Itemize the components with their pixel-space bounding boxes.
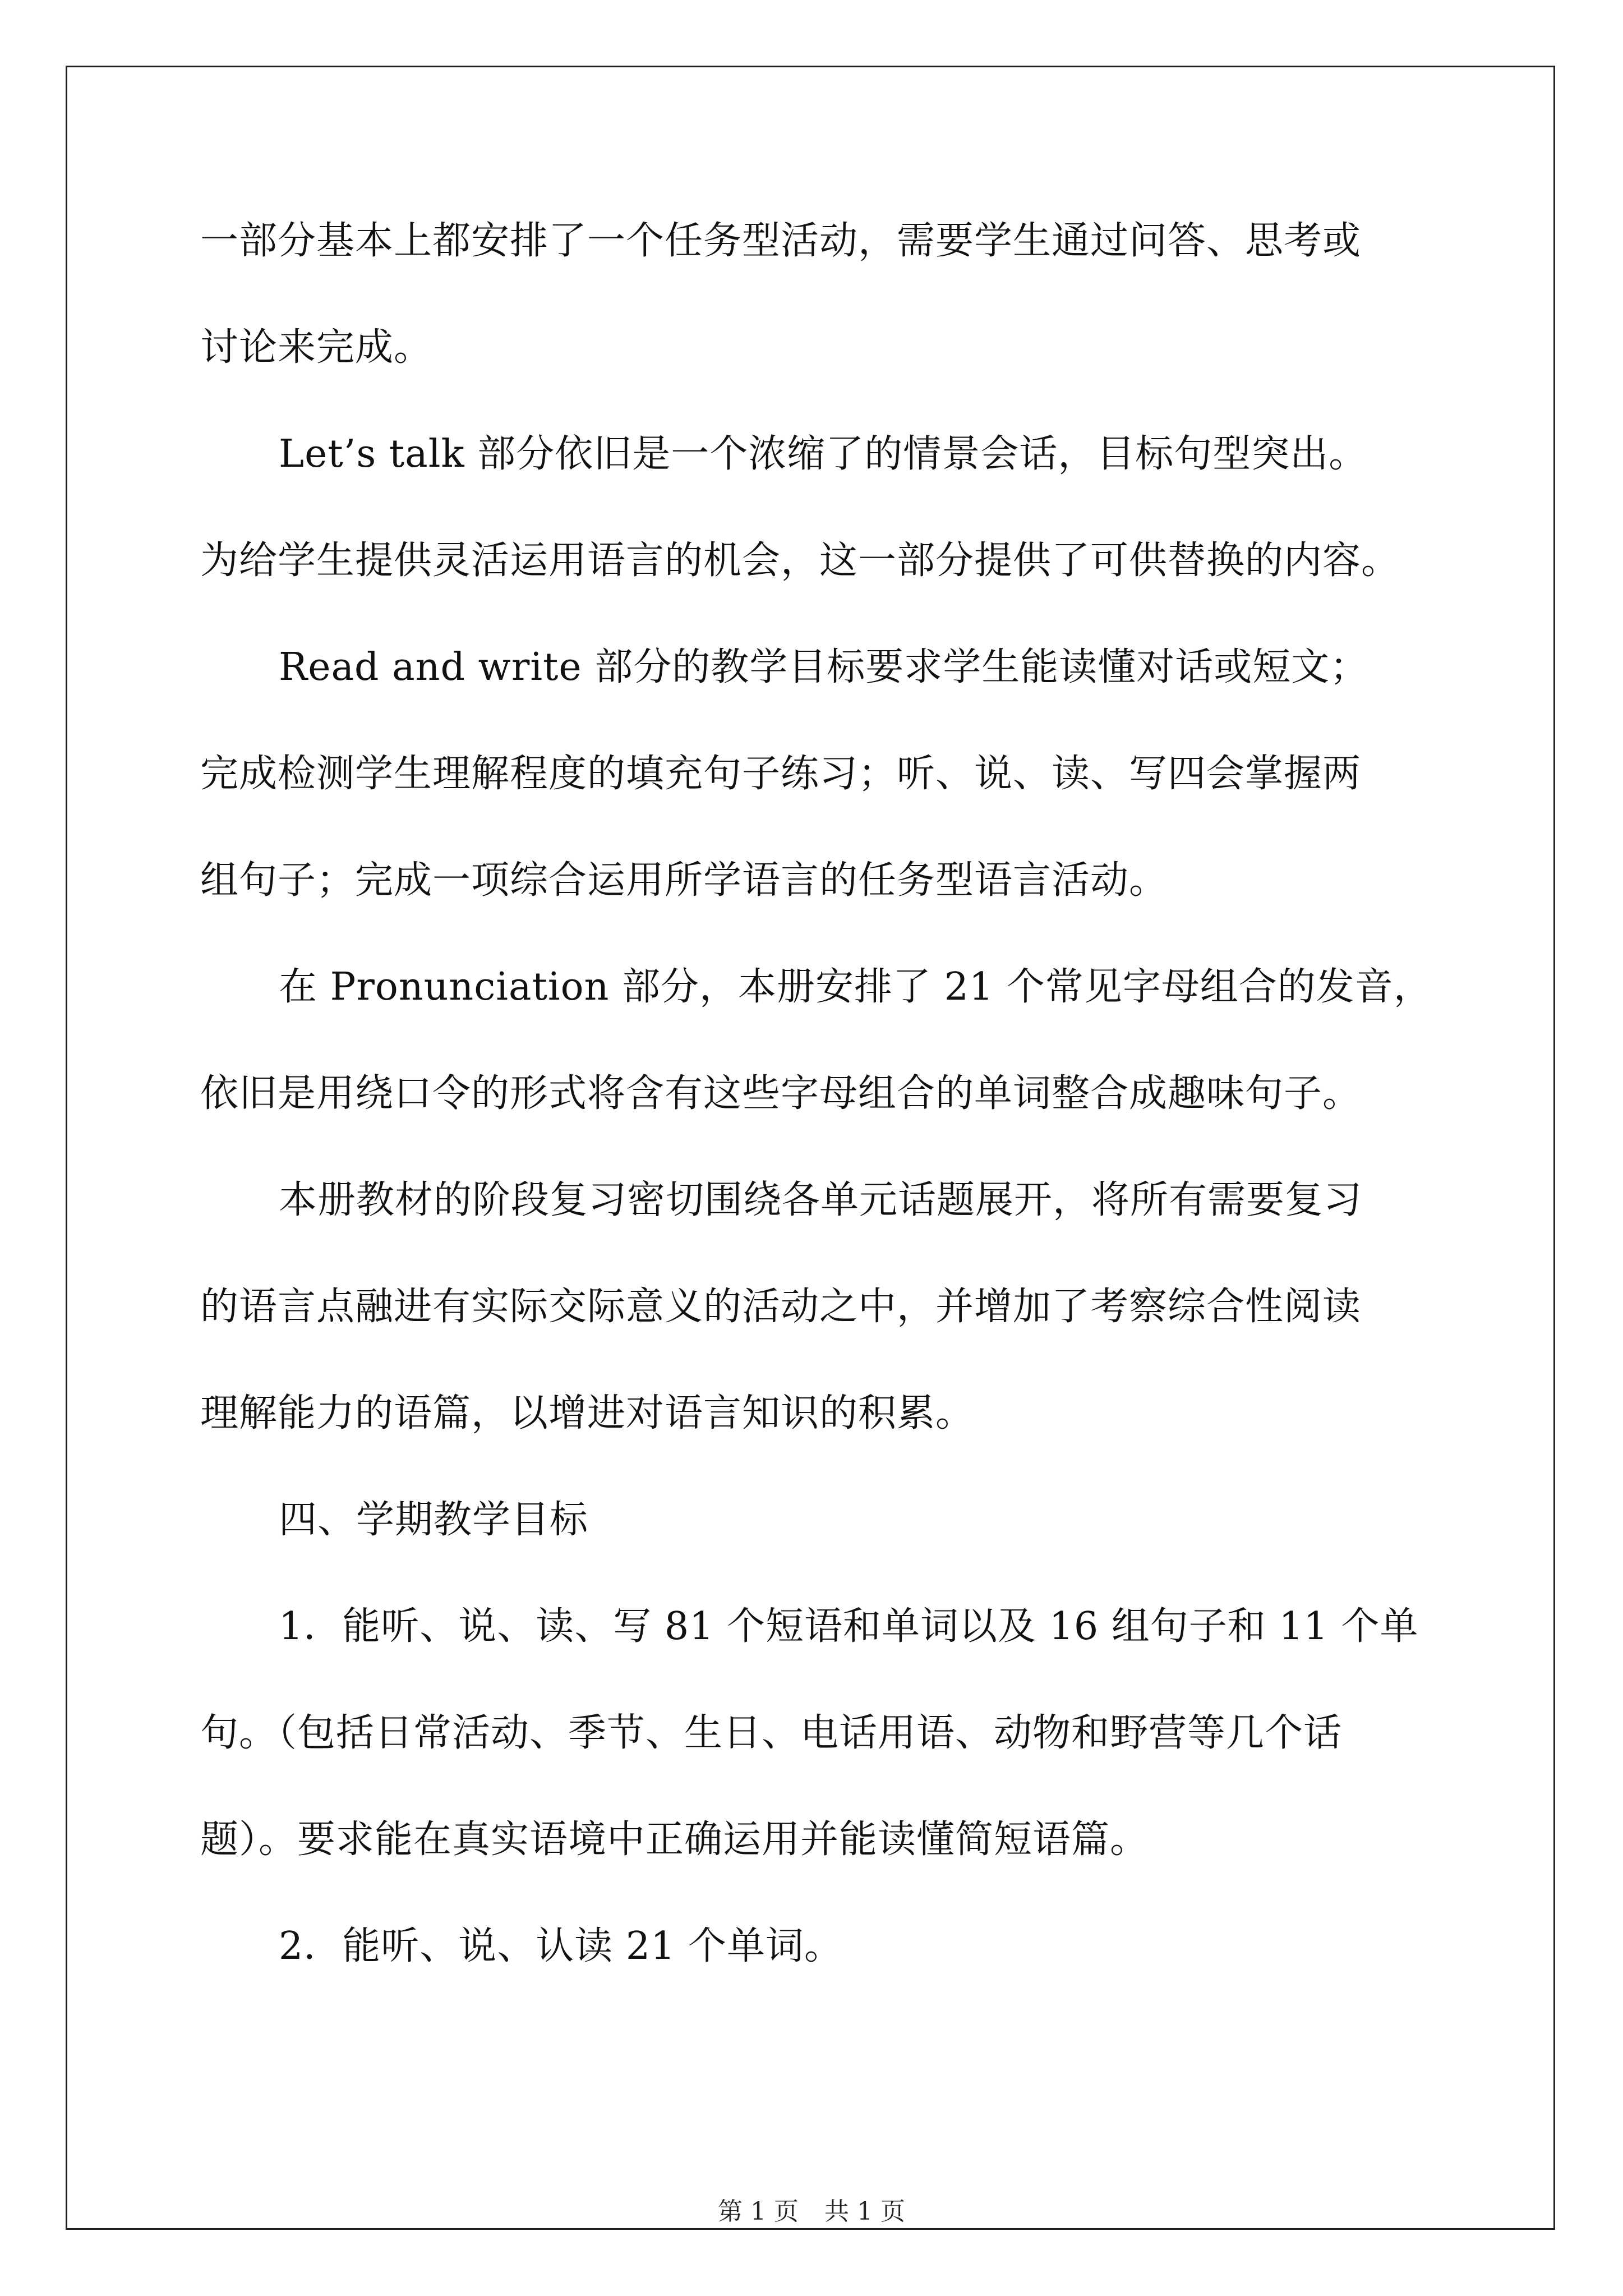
page-number-current: 第 1 页 bbox=[718, 2197, 799, 2226]
section-heading: 四、学期教学目标 bbox=[279, 1498, 589, 1542]
objective-1-line-2: 句。（包括日常活动、季节、生日、电话用语、动物和野营等几个话 bbox=[200, 1711, 1343, 1755]
page-footer bbox=[0, 2196, 1623, 2228]
objective-2-line-1: 2．能听、说、认读 21 个单词。 bbox=[279, 1924, 843, 1968]
paragraph-1-line-1: 一部分基本上都安排了一个任务型活动，需要学生通过问答、思考或 bbox=[200, 219, 1362, 263]
paragraph-3-line-3: 组句子；完成一项综合运用所学语言的任务型语言活动。 bbox=[200, 858, 1168, 903]
paragraph-3-line-1: Read and write 部分的教学目标要求学生能读懂对话或短文； bbox=[279, 645, 1369, 689]
paragraph-5-line-2: 的语言点融进有实际交际意义的活动之中，并增加了考察综合性阅读 bbox=[200, 1285, 1362, 1329]
paragraph-4-line-1: 在 Pronunciation 部分，本册安排了 21 个常见字母组合的发音， bbox=[279, 965, 1432, 1009]
paragraph-5-line-3: 理解能力的语篇，以增进对语言知识的积累。 bbox=[200, 1391, 975, 1435]
paragraph-4-line-2: 依旧是用绕口令的形式将含有这些字母组合的单词整合成趣味句子。 bbox=[200, 1071, 1362, 1116]
paragraph-2-line-2: 为给学生提供灵活运用语言的机会，这一部分提供了可供替换的内容。 bbox=[200, 539, 1400, 583]
objective-1-line-3: 题）。要求能在真实语境中正确运用并能读懂简短语篇。 bbox=[200, 1818, 1149, 1862]
objective-1-line-1: 1．能听、说、读、写 81 个短语和单词以及 16 组句子和 11 个单 bbox=[279, 1604, 1419, 1649]
paragraph-1-line-2: 讨论来完成。 bbox=[200, 325, 433, 370]
page-number-total: 共 1 页 bbox=[824, 2197, 905, 2226]
paragraph-5-line-1: 本册教材的阶段复习密切围绕各单元话题展开，将所有需要复习 bbox=[279, 1178, 1363, 1222]
paragraph-3-line-2: 完成检测学生理解程度的填充句子练习；听、说、读、写四会掌握两 bbox=[200, 752, 1362, 796]
page-border bbox=[66, 66, 1555, 2230]
paragraph-2-line-1: Let’s talk 部分依旧是一个浓缩了的情景会话，目标句型突出。 bbox=[279, 432, 1368, 476]
